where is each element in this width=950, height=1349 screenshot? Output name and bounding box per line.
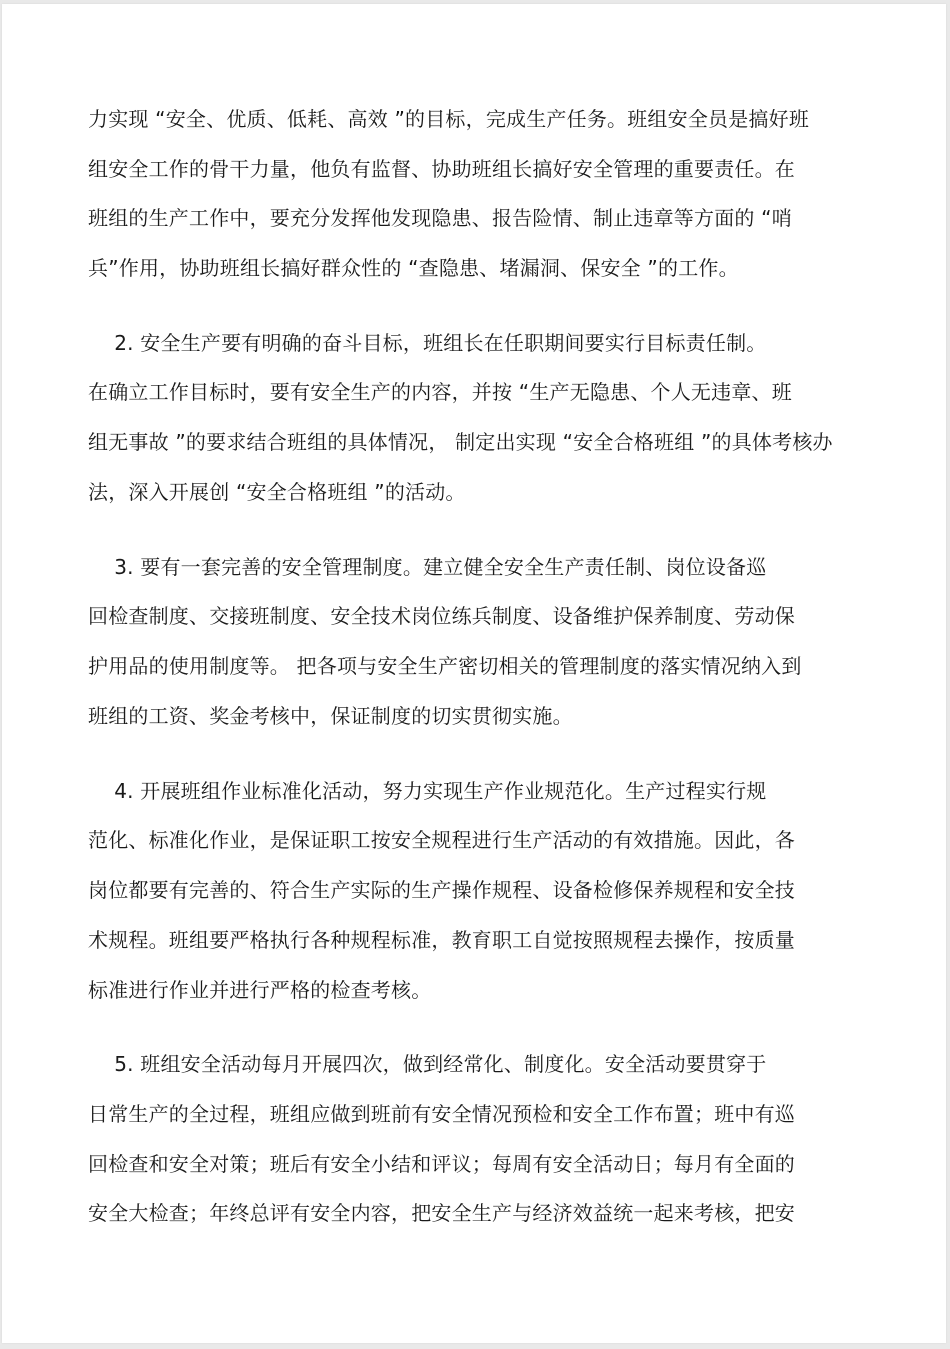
paragraph-4-line-1: 4. 开展班组作业标准化活动，努力实现生产作业规范化。生产过程实行规 xyxy=(88,779,767,803)
paragraph-1-line-4: 兵”作用，协助班组长搞好群众性的 “查隐患、堵漏洞、保安全 ”的工作。 xyxy=(88,256,739,280)
paragraph-5-line-2: 日常生产的全过程，班组应做到班前有安全情况预检和安全工作布置；班中有巡 xyxy=(88,1102,795,1126)
paragraph-4-line-3: 岗位都要有完善的、符合生产实际的生产操作规程、设备检修保养规程和安全技 xyxy=(88,878,795,902)
paragraph-2-line-3: 组无事故 ”的要求结合班组的具体情况， 制定出实现 “安全合格班组 ”的具体考核办 xyxy=(88,430,833,454)
paragraph-4-line-4: 术规程。班组要严格执行各种规程标准，教育职工自觉按照规程去操作，按质量 xyxy=(88,928,795,952)
paragraph-4-line-5: 标准进行作业并进行严格的检查考核。 xyxy=(88,978,432,1002)
paragraph-3-line-1: 3. 要有一套完善的安全管理制度。建立健全安全生产责任制、岗位设备巡 xyxy=(88,555,767,579)
paragraph-3-line-4: 班组的工资、奖金考核中，保证制度的切实贯彻实施。 xyxy=(88,704,573,728)
paragraph-4-line-2: 范化、标准化作业，是保证职工按安全规程进行生产活动的有效措施。因此，各 xyxy=(88,828,795,852)
paragraph-1-line-1: 力实现 “安全、优质、低耗、高效 ”的目标，完成生产任务。班组安全员是搞好班 xyxy=(88,107,810,131)
paragraph-5-line-1: 5. 班组安全活动每月开展四次，做到经常化、制度化。安全活动要贯穿于 xyxy=(88,1052,767,1076)
paragraph-1-line-3: 班组的生产工作中，要充分发挥他发现隐患、报告险情、制止违章等方面的 “哨 xyxy=(88,206,792,230)
paragraph-5-line-4: 安全大检查；年终总评有安全内容，把安全生产与经济效益统一起来考核，把安 xyxy=(88,1201,795,1225)
document-page xyxy=(2,4,946,1343)
paragraph-5-line-3: 回检查和安全对策；班后有安全小结和评议；每周有安全活动日；每月有全面的 xyxy=(88,1152,795,1176)
paragraph-1-line-2: 组安全工作的骨干力量，他负有监督、协助班组长搞好安全管理的重要责任。在 xyxy=(88,157,795,181)
paragraph-2-line-1: 2. 安全生产要有明确的奋斗目标，班组长在任职期间要实行目标责任制。 xyxy=(88,331,767,355)
paragraph-3-line-2: 回检查制度、交接班制度、安全技术岗位练兵制度、设备维护保养制度、劳动保 xyxy=(88,604,795,628)
paragraph-2-line-2: 在确立工作目标时，要有安全生产的内容，并按 “生产无隐患、个人无违章、班 xyxy=(88,380,792,404)
paragraph-3-line-3: 护用品的使用制度等。 把各项与安全生产密切相关的管理制度的落实情况纳入到 xyxy=(88,654,802,678)
paragraph-2-line-4: 法，深入开展创 “安全合格班组 ”的活动。 xyxy=(88,480,466,504)
